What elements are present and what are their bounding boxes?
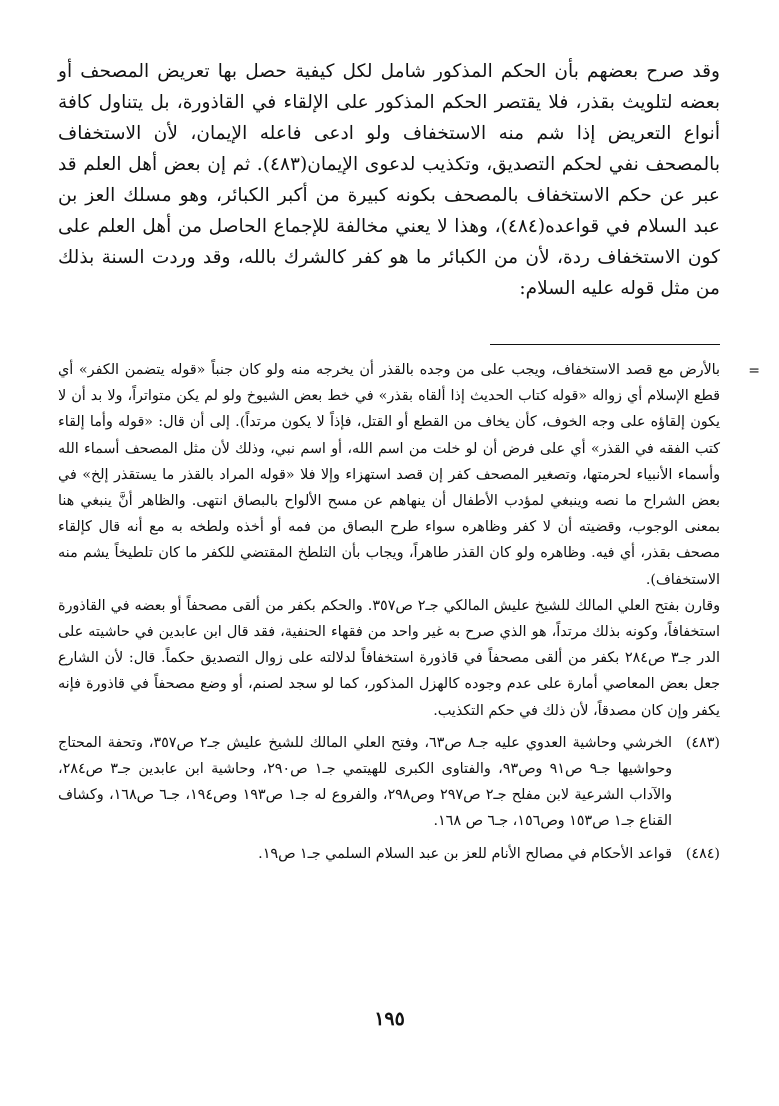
document-page xyxy=(58,56,760,1096)
main-body-text xyxy=(58,56,720,304)
footnote-484 xyxy=(58,841,720,867)
footnote-continuation-paragraph-1: بالأرض مع قصد الاستخفاف، ويجب على من وجده بالقذر أن يخرجه منه ولو كان جنباً «قوله يتضمن الكفر» أي قطع الإسلام أي زواله «قوله كتاب الحديث إذا ألقاه بقذر» في خط بعض الشيوخ ولو لم يكن متواتراً، ولا بد أن لا يكون إلقاؤه على وجه الخوف، كأن يخاف من القطع أو القتل، فإذاً لا يكون مرتداً). إلى أن قال: «قوله وأما إلقاء كتب الفقه في القذر» أي على فرض أن لو خلت من اسم الله، أو اسم نبي، وذلك لأن مثل المصحف أسماء الله وأسماء الأنبياء لحرمتها، وتصغير المصحف كفر إن قصد استهزاء وإلا فلا «قوله المراد بالقذر ما يستقذر إلخ» في بعض الشراح ما نصه وينبغي لمؤدب الأطفال أن ينهاهم عن مسح الألواح بالبصاق انتهى. والظاهر أنَّ ينبغي هنا بمعنى الوجوب، وقضيته أن لا كفر وظاهره سواء طرح البصاق من فمه أو أخذه ولطخه به مع أنه قال كإلقاء مصحف بقذر، أي فيه. وظاهره ولو كان القذر طاهراً، ويجاب بأن التلطخ المقتضي للكفر ما كان تلطيخاً يشم منه الاستخفاف). xyxy=(58,362,720,588)
main-paragraph: وقد صرح بعضهم بأن الحكم المذكور شامل لكل كيفية حصل بها تعريض المصحف أو بعضه لتلويث بقذر، فلا يقتصر الحكم المذكور على الإلقاء في القاذورة، بل يتناول كافة أنواع التعريض إذا شم منه الاستخفاف ولو ادعى فاعله الإيمان، لأن الاستخفاف بالمصحف نفي لحكم التصديق، وتكذيب لدعوى الإيمان(٤٨٣). ثم إن بعض أهل العلم قد عبر عن حكم الاستخفاف بالمصحف بكونه كبيرة من أكبر الكبائر، وهو مسلك العز بن عبد السلام في قواعده(٤٨٤)، وهذا لا يعني مخالفة للإجماع الحاصل من أهل العلم على كون الاستخفاف ردة، لأن من الكبائر ما هو كفر كالشرك بالله، وقد وردت السنة بذلك من مثل قوله عليه السلام: xyxy=(58,61,721,299)
footnote-continuation xyxy=(58,357,760,724)
footnote-continuation-paragraph-2: وقارن بفتح العلي المالك للشيخ عليش المالكي جـ٢ ص٣٥٧. والحكم بكفر من ألقى مصحفاً أو بعضه في القاذورة استخفافاً، وكونه بذلك مرتداً، هو الذي صرح به غير واحد من فقهاء الحنفية، فقد قال ابن عابدين في حاشيته على الدر جـ٣ ص٢٨٤ بكفر من ألقى مصحفاً في قاذورة استخفافاً لدلالته على زوال التصديق حكماً. قال: لأن الشارع جعل بعض المعاصي أمارة على عدم وجوده كالهزل المذكور، كما لو سجد لصنم، أو وضع مصحفاً في قاذورة فإنه يكفر وإن كان مصدقاً، لأن ذلك في حكم التكذيب. xyxy=(58,597,720,719)
footnote-text: قواعد الأحكام في مصالح الأنام للعز بن عبد السلام السلمي جـ١ ص١٩. xyxy=(258,845,672,862)
footnote-divider xyxy=(490,344,720,345)
footnote-text: الخرشي وحاشية العدوي عليه جـ٨ ص٦٣، وفتح العلي المالك للشيخ عليش جـ٢ ص٣٥٧، وتحفة المحتاج وحواشيها جـ٩ ص٩١ وص٩٣، والفتاوى الكبرى للهيتمي جـ١ ص٢٩٠، وحاشية ابن عابدين جـ٣ ص٢٨٤، والآداب الشرعية لابن مفلح جـ٢ ص٢٩٧ وص٢٩٨، والفروع له جـ١ ص١٩٣ وص١٩٤، جـ٦ ص١٦٨، وكشاف القناع جـ١ ص١٥٣ وص١٥٦، جـ٦ ص ١٦٨. xyxy=(58,734,673,830)
footnote-number: (٤٨٤) xyxy=(685,845,720,862)
continuation-marker: = xyxy=(748,363,760,379)
page-number: ١٩٥ xyxy=(374,1008,405,1030)
footnote-number: (٤٨٣) xyxy=(685,734,720,751)
footnote-483 xyxy=(58,730,720,835)
